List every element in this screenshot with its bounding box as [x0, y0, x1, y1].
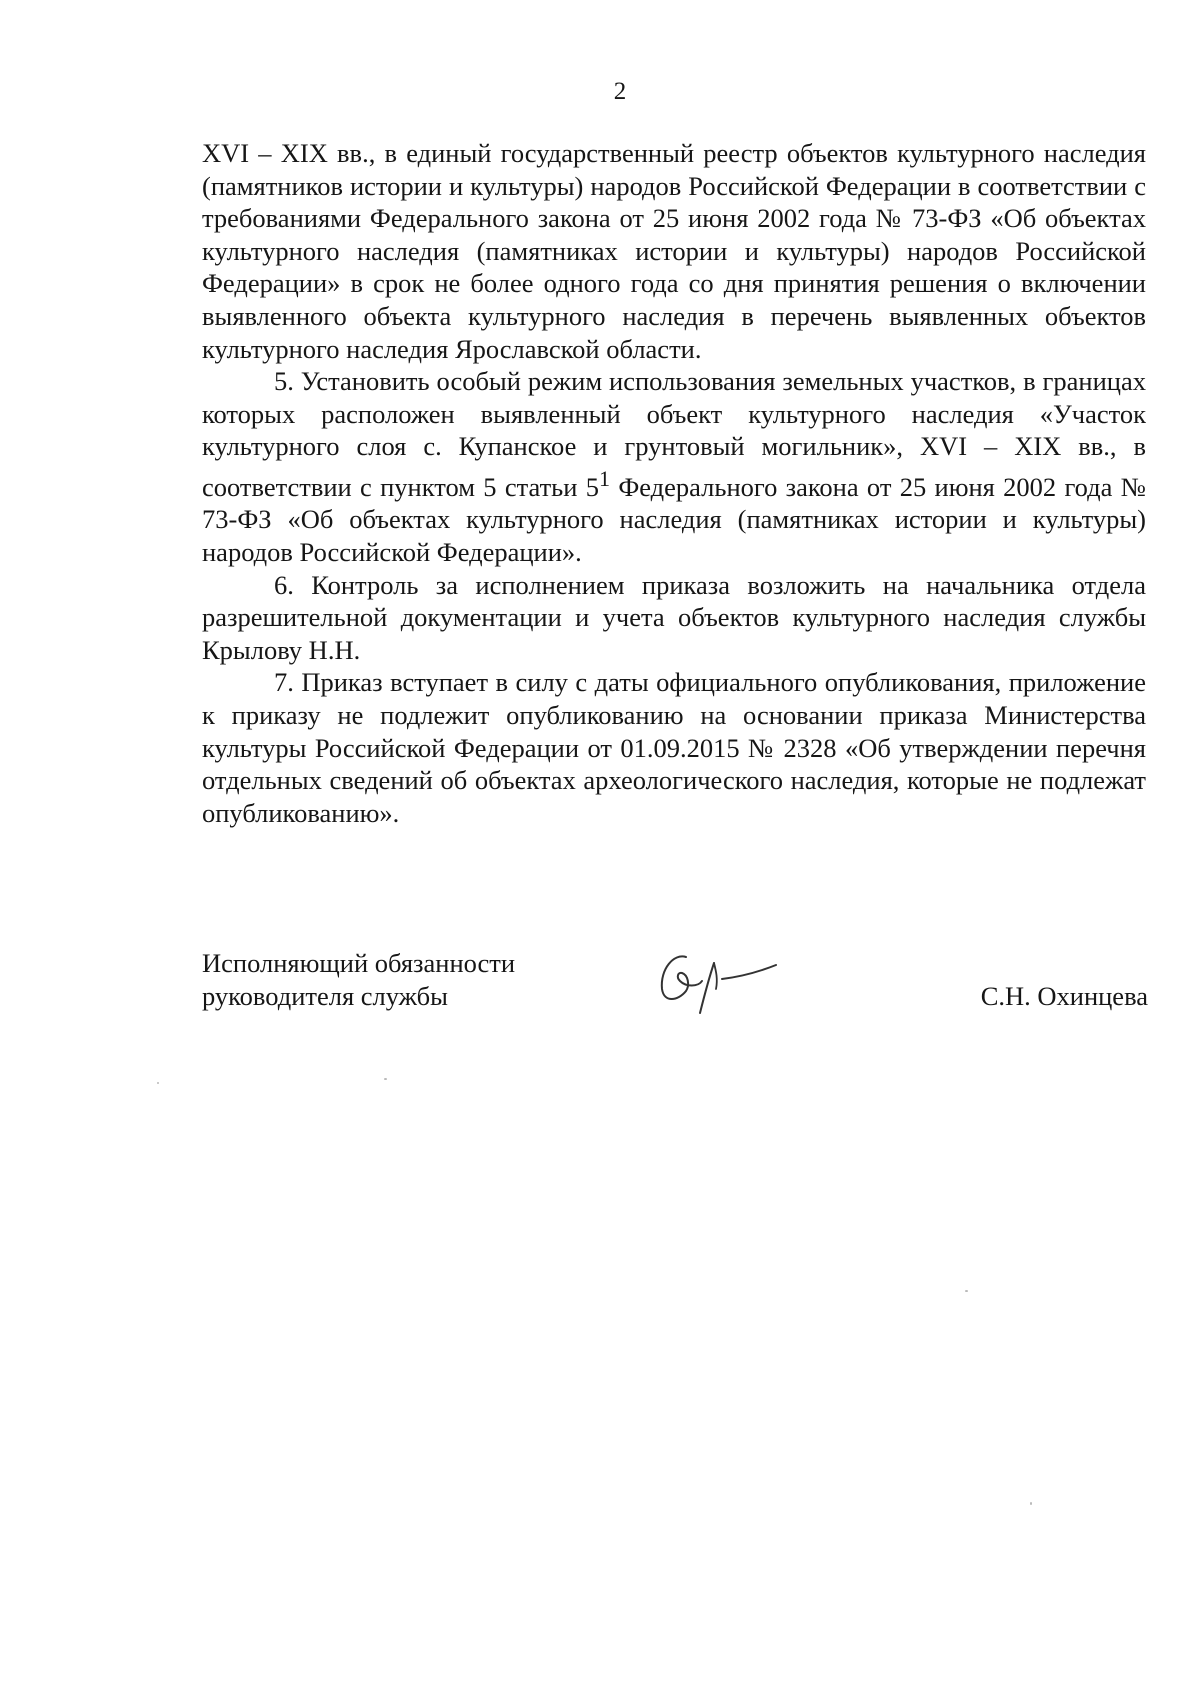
document-body	[202, 137, 1146, 829]
scan-speck	[384, 1078, 387, 1080]
signer-title	[202, 947, 622, 1012]
paragraph-item-6: 6. Контроль за исполнением приказа возложить на начальника отдела разрешительной документации и учета объектов культурного наследия службы Крылову Н.Н.	[202, 569, 1146, 665]
scan-speck	[965, 1290, 968, 1292]
scan-speck	[1030, 1502, 1032, 1505]
paragraph-continuation: XVI – XIX вв., в единый государственный реестр объектов культурного наследия (памятников истории и культуры) народов Российской Федерации в соответствии с требованиями Федерального закона от 25 июня 2002 года № 73-ФЗ «Об объектах культурного наследия (памятниках истории и культуры) народов Российской Федерации» в срок не более одного года со дня принятия решения о включении выявленного объекта культурного наследия в перечень выявленных объектов культурного наследия Ярославской области.	[202, 138, 1146, 364]
scan-speck	[157, 1082, 159, 1084]
signer-title-line-2: руководителя службы	[202, 980, 448, 1011]
signature-block	[202, 947, 1148, 1047]
paragraph-item-5-text: 5. Установить особый режим использования земельных участков, в границах которых расположен выявленный объект культурного наследия «Участок культурного слоя с. Купанское и грунтовый могильник», XVI – XIX вв., в соответствии с пунктом 5 статьи 5	[202, 366, 1146, 502]
paragraph-item-7: 7. Приказ вступает в силу с даты официального опубликования, приложение к приказу не подлежит опубликованию на основании приказа Министерства культуры Российской Федерации от 01.09.2015 № 2328 «Об утверждении перечня отдельных сведений об объектах археологического наследия, которые не подлежат опубликованию».	[202, 667, 1146, 828]
signer-name: С.Н. Охинцева	[980, 981, 1148, 1011]
page-number: 2	[613, 78, 627, 105]
signer-title-line-1: Исполняющий обязанности	[202, 948, 516, 978]
handwritten-signature	[652, 939, 782, 1019]
paragraph-item-5-text-continued: Федерального закона от 25 июня 2002 года № 73-ФЗ «Об объектах культурного наследия (памятниках истории и культуры) народов Российской Федерации».	[202, 471, 1146, 567]
superscript-article-index: 1	[598, 465, 611, 491]
paragraph-item-5	[202, 365, 1146, 568]
